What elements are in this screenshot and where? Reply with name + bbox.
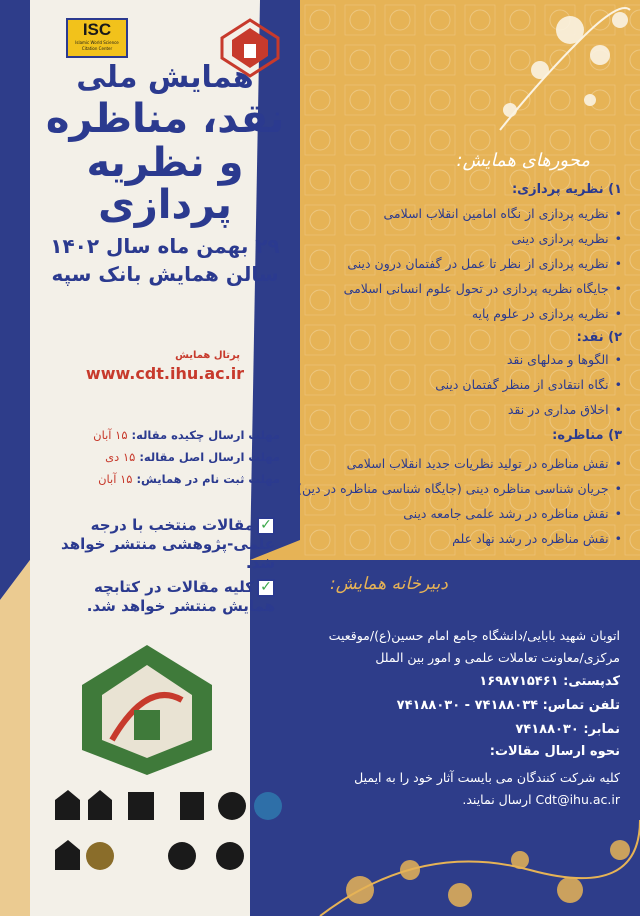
note-all-papers [40, 578, 275, 616]
conference-logo-icon [72, 640, 222, 780]
secretariat-address-line-1: اتوبان شهید بابایی/دانشگاه جامع امام حسین(ع)/موقعیت [328, 628, 620, 643]
postal-code-label: کدپستی: [563, 674, 620, 689]
deadline-full-paper-value: ۱۵ دی [105, 450, 136, 464]
deadline-registration [60, 472, 280, 486]
note-2-line-2: همایش منتشر خواهد شد. [86, 597, 275, 615]
isc-logo-text: ISC [82, 20, 112, 39]
note-selected-papers [40, 516, 275, 573]
isc-logo-subtitle: Islamic World Science Citation Center [75, 40, 119, 51]
deadline-abstract-label: مهلت ارسال چکیده مقاله: [131, 428, 280, 442]
submission-heading: نحوه ارسال مقالات: [489, 744, 620, 759]
conference-title [40, 60, 290, 226]
topic-item: • نگاه انتقادی از منظر گفتمان دینی [435, 377, 622, 392]
note-1-line-2: علمی-پژوهشی منتشر خواهد [61, 535, 275, 553]
phone-value: ۷۴۱۸۸۰۳۴ - ۷۴۱۸۸۰۳۰ [396, 698, 539, 713]
sponsor-logos [40, 790, 290, 900]
fax-value: ۷۴۱۸۸۰۳۰ [515, 722, 579, 737]
topic-item: • اخلاق مداری در نقد [508, 402, 622, 417]
deadline-abstract [60, 428, 280, 442]
deadline-abstract-value: ۱۵ آبان [93, 428, 128, 442]
submission-email[interactable]: Cdt@ihu.ac.ir ارسال نمایند. [462, 792, 620, 807]
title-line-1: همایش ملی [76, 60, 254, 95]
phone-label: تلفن تماس: [542, 698, 620, 713]
title-line-3: و نظریه پردازی [86, 140, 244, 228]
topic-item: • نقش مناظره در رشد علمی جامعه دینی [403, 506, 622, 521]
fax [515, 722, 620, 737]
conference-venue: سالن همایش بانک سپه [51, 262, 279, 286]
floral-top-decor [420, 0, 640, 140]
topic-item: • نقش مناظره در تولید نظریات جدید انقلاب اسلامی [347, 456, 622, 471]
deadline-full-paper-label: مهلت ارسال اصل مقاله: [139, 450, 280, 464]
topic-item: • نظریه پردازی دینی [511, 231, 622, 246]
floral-bottom-decor [300, 800, 640, 916]
isc-logo [66, 18, 128, 58]
topic-item: • نظریه پردازی در علوم پایه [472, 306, 622, 321]
checkmark-icon: ✓ [257, 517, 275, 535]
topics-title: محورهای همایش: [456, 150, 590, 171]
topic-heading-debate: ۳) مناظره: [552, 428, 622, 443]
submission-line-1: کلیه شرکت کنندگان می بایست آثار خود را به ایمیل [354, 770, 620, 785]
portal-url-link[interactable]: www.cdt.ihu.ac.ir [85, 364, 245, 383]
topic-item: • جایگاه نظریه پردازی در تحول علوم انسانی اسلامی [344, 281, 622, 296]
conference-date: ۲۹ بهمن ماه سال ۱۴۰۲ [50, 234, 280, 258]
topic-item: • نظریه پردازی از نگاه امامین انقلاب اسلامی [384, 206, 623, 221]
note-2-line-1: کلیه مقالات در کتابچه [93, 578, 254, 596]
portal-label: پرتال همایش [175, 350, 240, 361]
postal-code-value: ۱۶۹۸۷۱۵۴۶۱ [479, 674, 559, 689]
topic-heading-theory: ۱) نظریه پردازی: [511, 182, 622, 197]
postal-code [479, 674, 620, 689]
phone [397, 698, 620, 713]
secretariat-title: دبیرخانه همایش: [330, 574, 448, 594]
title-line-2: نقد، مناظره [45, 96, 285, 142]
topic-item: • الگوها و مدلهای نقد [507, 352, 622, 367]
note-1-line-3: شد. [245, 554, 275, 572]
topic-heading-critique: ۲) نقد: [576, 330, 622, 345]
topic-item: • جریان شناسی مناظره دینی (جایگاه شناسی مناظره در دین) [297, 481, 622, 496]
note-1-line-1: مقالات منتخب با درجه [90, 516, 254, 534]
fax-label: نمابر: [583, 722, 620, 737]
topic-item: • نقش مناظره در رشد نهاد علم [452, 531, 622, 546]
secretariat-address-line-2: مرکزی/معاونت تعاملات علمی و امور بین الملل [375, 650, 620, 665]
checkmark-icon: ✓ [257, 579, 275, 597]
deadline-registration-label: مهلت ثبت نام در همایش: [136, 472, 280, 486]
deadline-registration-value: ۱۵ آبان [98, 472, 133, 486]
deadline-full-paper [60, 450, 280, 464]
topic-item: • نظریه پردازی از نظر تا عمل در گفتمان درون دینی [347, 256, 622, 271]
